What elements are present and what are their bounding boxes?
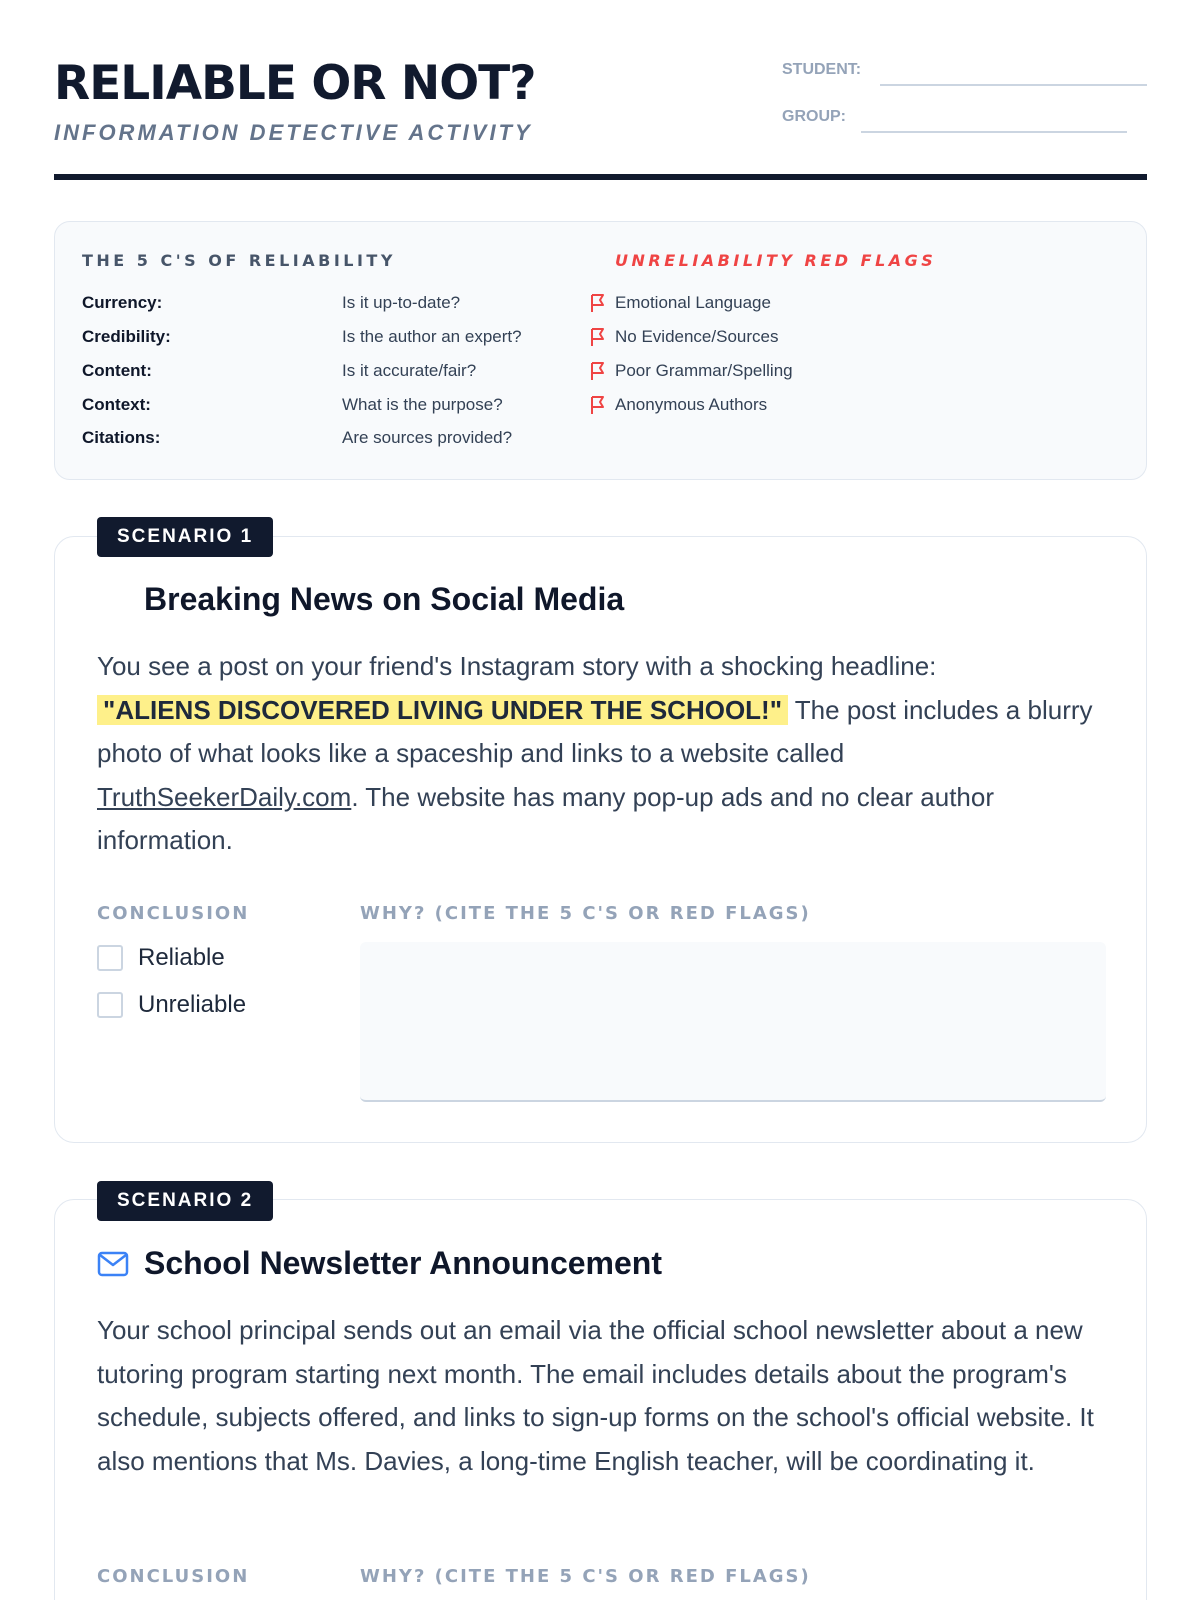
flag-icon	[589, 361, 607, 381]
why-label-1: WHY? (CITE THE 5 C'S OR RED FLAGS)	[360, 903, 811, 924]
page-subtitle: INFORMATION DETECTIVE ACTIVITY	[54, 120, 533, 145]
website-link[interactable]: TruthSeekerDaily.com	[97, 781, 352, 812]
red-flag-item	[615, 293, 771, 313]
conclusion-label-2: CONCLUSION	[97, 1566, 250, 1587]
scenario-text-intro: You see a post on your friend's Instagram story with a shocking headline:	[97, 651, 937, 681]
criteria-label-context: Context:	[82, 395, 151, 414]
group-label: GROUP:	[782, 108, 846, 125]
student-name-line[interactable]	[880, 84, 1147, 86]
header-divider	[54, 174, 1147, 180]
flag-icon	[589, 395, 607, 415]
red-flag-item	[615, 327, 778, 347]
criteria-question-currency: Is it up-to-date?	[342, 293, 461, 312]
flag-icon	[589, 327, 607, 347]
page-title: RELIABLE OR NOT?	[54, 56, 536, 111]
scenario-title-2: School Newsletter Announcement	[144, 1245, 662, 1281]
scenario-badge-1: SCENARIO 1	[97, 517, 273, 557]
criteria-label-currency: Currency:	[82, 293, 163, 312]
criteria-label-credibility: Credibility:	[82, 327, 171, 346]
criteria-question-content: Is it accurate/fair?	[342, 361, 477, 380]
red-flag-item	[615, 395, 767, 415]
worksheet-header	[54, 56, 1147, 182]
scenario-title-1: Breaking News on Social Media	[144, 581, 625, 617]
red-flag-label: Poor Grammar/Spelling	[615, 361, 793, 380]
criteria-question-citations: Are sources provided?	[342, 428, 513, 447]
scenario-badge-2: SCENARIO 2	[97, 1181, 273, 1221]
scenario-text-2: Your school principal sends out an email via the official school newsletter about a new tutoring program starting next month. The email includes details about the program's schedule, subjects offered, and links to sign-up forms on the school's official website. It also mentions that Ms. Davies, a long-time English teacher, will be coordinating it.	[97, 1315, 1094, 1476]
criteria-question-context: What is the purpose?	[342, 395, 503, 414]
why-answer-box-1[interactable]	[360, 942, 1106, 1102]
highlighted-headline: "ALIENS DISCOVERED LIVING UNDER THE SCHOOL!"	[97, 695, 788, 725]
reliable-checkbox[interactable]	[97, 945, 123, 971]
group-name-line[interactable]	[861, 131, 1127, 133]
flag-icon	[589, 293, 607, 313]
mail-icon	[97, 1251, 129, 1277]
scenario-text-middle: The post includes a blurry photo of what looks like a spaceship and links to a website called	[97, 694, 1093, 768]
red-flag-item	[615, 361, 793, 381]
red-flags-heading: UNRELIABILITY RED FLAGS	[615, 251, 937, 270]
red-flag-label: Anonymous Authors	[615, 395, 768, 414]
reference-panel	[54, 221, 1147, 480]
unreliable-checkbox[interactable]	[97, 992, 123, 1018]
criteria-heading: THE 5 C'S OF RELIABILITY	[82, 251, 396, 270]
red-flag-label: No Evidence/Sources	[615, 327, 779, 346]
student-label: STUDENT:	[782, 61, 862, 78]
criteria-label-content: Content:	[82, 361, 152, 380]
criteria-label-citations: Citations:	[82, 428, 161, 447]
scenario-text-end: . The website has many pop-up ads and no clear author information.	[97, 781, 995, 855]
unreliable-option-label: Unreliable	[138, 991, 247, 1018]
criteria-question-credibility: Is the author an expert?	[342, 327, 522, 346]
reliable-option-label: Reliable	[138, 944, 225, 971]
red-flag-label: Emotional Language	[615, 293, 771, 312]
why-label-2: WHY? (CITE THE 5 C'S OR RED FLAGS)	[360, 1566, 811, 1587]
conclusion-label-1: CONCLUSION	[97, 903, 250, 924]
scenario-text-1	[97, 645, 1107, 863]
